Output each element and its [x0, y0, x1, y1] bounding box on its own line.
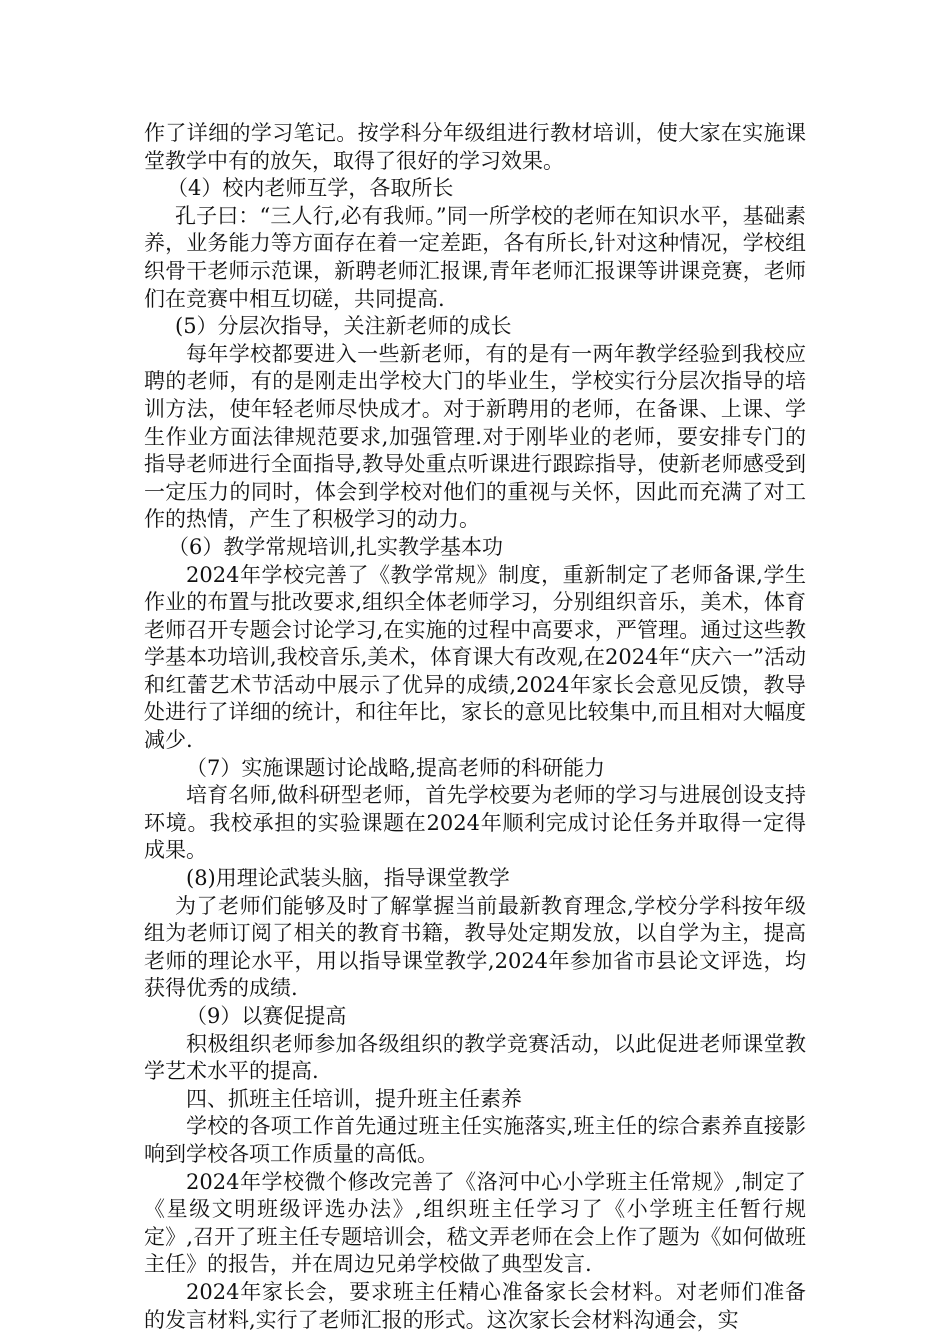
- paragraph: 学校的各项工作首先通过班主任实施落实,班主任的综合素养直接影响到学校各项工作质量的高低。: [144, 1114, 806, 1166]
- section-heading: 四、抓班主任培训，提升班主任素养: [186, 1086, 522, 1111]
- paragraph: 培育名师,做科研型老师，首先学校要为老师的学习与进展创设支持环境。我校承担的实验课题在2024年顺利完成讨论任务并取得一定得成果。: [144, 783, 806, 863]
- section-heading: （7）实施课题讨论战略,提高老师的科研能力: [186, 755, 606, 780]
- section-heading: （4）校内老师互学，各取所长: [167, 176, 454, 201]
- document-body: [144, 120, 806, 1334]
- paragraph: 2024年学校完善了《教学常规》制度，重新制定了老师备课,学生作业的布置与批改要求,组织全体老师学习，分别组织音乐，美术，体育老师召开专题会讨论学习,在实施的过程中高要求，严管理。通过这些教学基本功培训,我校音乐,美术，体育课大有改观,在2024年“庆六一”活动和红蕾艺术节活动中展示了优异的成绩,2024年家长会意见反馈，教导处进行了详细的统计，和往年比，家长的意见比较集中,而且相对大幅度减少.: [144, 562, 806, 753]
- paragraph: 每年学校都要进入一些新老师，有的是有一两年教学经验到我校应聘的老师，有的是刚走出学校大门的毕业生，学校实行分层次指导的培训方法，使年轻老师尽快成才。对于新聘用的老师，在备课、上课、学生作业方面法律规范要求,加强管理.对于刚毕业的老师，要安排专门的指导老师进行全面指导,教导处重点听课进行跟踪指导，使新老师感受到一定压力的同时，体会到学校对他们的重视与关怀，因此而充满了对工作的热情，产生了积极学习的动力。: [144, 341, 806, 532]
- paragraph: 为了老师们能够及时了解掌握当前最新教育理念,学校分学科按年级组为老师订阅了相关的教育书籍，教导处定期发放，以自学为主，提高老师的理论水平，用以指导课堂教学,2024年参加省市县论文评选，均获得优秀的成绩.: [144, 893, 806, 1001]
- paragraph: 孔子曰：“三人行,必有我师。”同一所学校的老师在知识水平，基础素养，业务能力等方面存在着一定差距，各有所长,针对这种情况，学校组织骨干老师示范课，新聘老师汇报课,青年老师汇报课等讲课竞赛，老师们在竞赛中相互切磋，共同提高.: [144, 203, 806, 311]
- section-heading: (5）分层次指导，关注新老师的成长: [175, 314, 512, 339]
- paragraph: 作了详细的学习笔记。按学科分年级组进行教材培训，使大家在实施课堂教学中有的放矢，取得了很好的学习效果。: [144, 121, 806, 173]
- paragraph: 积极组织老师参加各级组织的教学竞赛活动，以此促进老师课堂教学艺术水平的提高.: [144, 1031, 806, 1084]
- paragraph: 2024年家长会，要求班主任精心准备家长会材料。对老师们准备的发言材料,实行了老师汇报的形式。这次家长会材料沟通会，实: [144, 1279, 806, 1332]
- section-heading: (8)用理论武装头脑，指导课堂教学: [186, 866, 510, 891]
- section-heading: （6）教学常规培训,扎实教学基本功: [168, 534, 504, 559]
- section-heading: （9）以赛促提高: [186, 1004, 347, 1028]
- paragraph: 2024年学校微个修改完善了《洛河中心小学班主任常规》,制定了《星级文明班级评选办法》,组织班主任学习了《小学班主任暂行规定》,召开了班主任专题培训会，嵇文弄老师在会上作了题为《如何做班主任》的报告，并在周边兄弟学校做了典型发言.: [144, 1169, 806, 1277]
